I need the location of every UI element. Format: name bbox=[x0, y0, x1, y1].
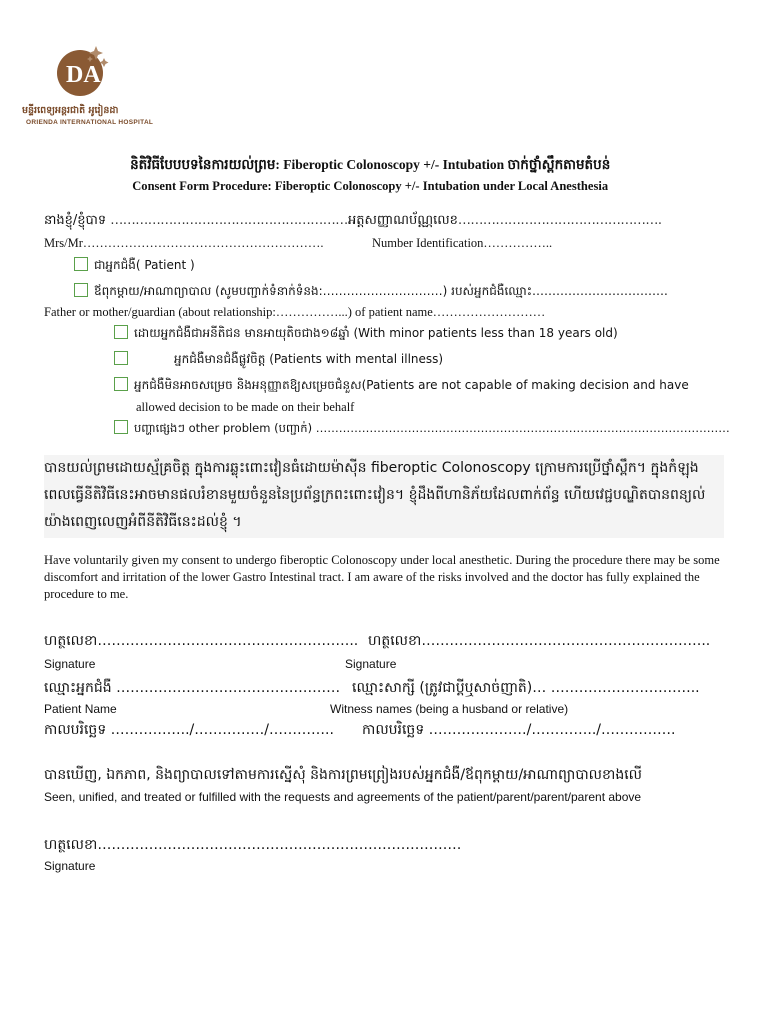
reason-decision-continued: allowed decision to be made on their behalf bbox=[136, 400, 355, 414]
id-field-khmer[interactable] bbox=[348, 212, 662, 231]
reason-minor-label: ដោយអ្នកជំងឺជាអនីតិជន មានអាយុតិចជាង១៨ឆ្នាំ (With minor patients less than 18 years old) bbox=[134, 326, 618, 340]
reason-other[interactable] bbox=[114, 420, 730, 438]
reason-decision[interactable] bbox=[114, 377, 689, 395]
minor-checkbox[interactable] bbox=[114, 325, 128, 339]
guardian-line-english[interactable]: Father or mother/guardian (about relationship:……………...) of patient name……………………… bbox=[44, 305, 546, 319]
patient-signature-label: Signature bbox=[44, 657, 96, 671]
decision-checkbox[interactable] bbox=[114, 377, 128, 391]
name-field-khmer[interactable] bbox=[44, 212, 360, 231]
acknowledge-khmer: បានឃើញ, ឯកភាព, និងព្យាបាលទៅតាមការស្នើសុំ និងការព្រមព្រៀងរបស់អ្នកជំងឺ/ឪពុកម្តាយ/អាណាព្យាបាលខាងលើ bbox=[44, 767, 642, 783]
consent-english-paragraph: Have voluntarily given my consent to undergo fiberoptic Colonoscopy under local anesthetic. During the procedure there may be some discomfort and irritation of the lower Gastro Intestinal tract. I am aware of the risks involved and the doctor has fully explained the procedure to me. bbox=[44, 553, 720, 601]
reason-mental[interactable] bbox=[114, 351, 443, 369]
reason-mental-label: អ្នកជំងឺមានជំងឺផ្លូវចិត្ត (Patients with mental illness) bbox=[174, 352, 444, 366]
option-patient-label: ជាអ្នកជំងឺ( Patient ) bbox=[94, 258, 195, 272]
reason-minor[interactable] bbox=[114, 325, 618, 343]
mental-checkbox[interactable] bbox=[114, 351, 128, 365]
patient-name-label: Patient Name bbox=[44, 702, 117, 716]
name-input-dots[interactable]: …………………………………………………… bbox=[110, 213, 361, 228]
patient-checkbox[interactable] bbox=[74, 257, 88, 271]
guardian-checkbox[interactable] bbox=[74, 283, 88, 297]
doctor-signature-label: Signature bbox=[44, 859, 96, 873]
form-title-english: Consent Form Procedure: Fiberoptic Colonoscopy +/- Intubation under Local Anesthesia bbox=[132, 178, 609, 193]
acknowledge-english: Seen, unified, and treated or fulfilled with the requests and agreements of the patient/parent/parent/parent above bbox=[44, 790, 642, 804]
name-label-khmer: នាងខ្ញុំ/ខ្ញុំបាទ bbox=[44, 213, 107, 228]
logo-english-name: ORIENDA INTERNATIONAL HOSPITAL bbox=[26, 119, 154, 126]
witness-signature-line[interactable]: ហត្ថលេខា…………………………………………………….. bbox=[368, 633, 711, 649]
witness-signature-label: Signature bbox=[345, 657, 397, 671]
other-checkbox[interactable] bbox=[114, 420, 128, 434]
id-field-english[interactable]: Number Identification…………….. bbox=[372, 236, 553, 250]
witness-date-line[interactable]: កាលបរិច្ឆេទ …………………/…………../……………. bbox=[362, 722, 676, 738]
reason-decision-label: អ្នកជំងឺមិនអាចសម្រេច និងអនុញ្ញាតឱ្យសម្រេចជំនួស(Patients are not capable of making decision and have bbox=[134, 378, 689, 392]
doctor-signature-line[interactable]: ហត្ថលេខា…………………………………………………………………… bbox=[44, 837, 462, 853]
form-title-khmer: និតិវិធីបែបបទនៃការយល់ព្រម: Fiberoptic Colonoscopy +/- Intubation ចាក់ថ្នាំស្ពឹកតាមតំបន់ bbox=[130, 158, 611, 173]
patient-name-line[interactable]: ឈ្មោះអ្នកជំងឺ ………………………………………… bbox=[44, 680, 341, 696]
reason-other-label: បញ្ហាផ្សេងៗ other problem (បញ្ជាក់) ……………………………………………………………………………………………… bbox=[134, 421, 730, 435]
svg-text:DA: DA bbox=[66, 62, 101, 88]
consent-khmer-paragraph: បានយល់ព្រមដោយស្ម័គ្រចិត្ត ក្នុងការឆ្លុះពោះវៀនធំដោយម៉ាស៊ីន fiberoptic Colonoscopy ក្រោមការប្រើថ្នាំស្ពឹក។ ក្នុងកំឡុងពេលធ្វើនីតិវិធីនេះអាចមានផលរំខានមួយចំនួននៃប្រព័ន្ធក្រពះពោះវៀន។ ខ្ញុំដឹងពីហានិភ័យដែលពាក់ព័ន្ធ ហើយវេជ្ជបណ្ឌិតបានពន្យល់យ៉ាងពេញលេញអំពីនីតិវិធីនេះដល់ខ្ញុំ ។ bbox=[44, 455, 724, 538]
id-input-dots[interactable]: …………………………………………. bbox=[457, 213, 662, 228]
patient-date-line[interactable]: កាលបរិច្ឆេទ ……………../……………/………….. bbox=[44, 722, 334, 738]
option-guardian-label: ឪពុកម្តាយ/អាណាព្យាបាល (សូមបញ្ជាក់ទំនាក់ទំនង:…………………………) របស់អ្នកជំងឺឈ្មោះ……………………………. bbox=[94, 284, 668, 298]
witness-name-line[interactable]: ឈ្មោះសាក្សី (ត្រូវជាប្តីឬសាច់ញាតិ)… ………………………….. bbox=[352, 680, 700, 696]
witness-name-label: Witness names (being a husband or relative) bbox=[330, 702, 569, 716]
option-patient[interactable] bbox=[74, 257, 195, 275]
logo-khmer-name: មន្ទីរពេទ្យអន្តរជាតិ អូរៀនដា bbox=[22, 105, 119, 116]
name-field-english[interactable]: Mrs/Mr…………………………………………………. bbox=[44, 236, 324, 250]
option-guardian[interactable] bbox=[74, 283, 668, 301]
patient-signature-line[interactable]: ហត្ថលេខា……………………………………………….. bbox=[44, 633, 359, 649]
id-label-khmer: អត្តសញ្ញាណប័ណ្ណលេខ bbox=[348, 213, 458, 228]
